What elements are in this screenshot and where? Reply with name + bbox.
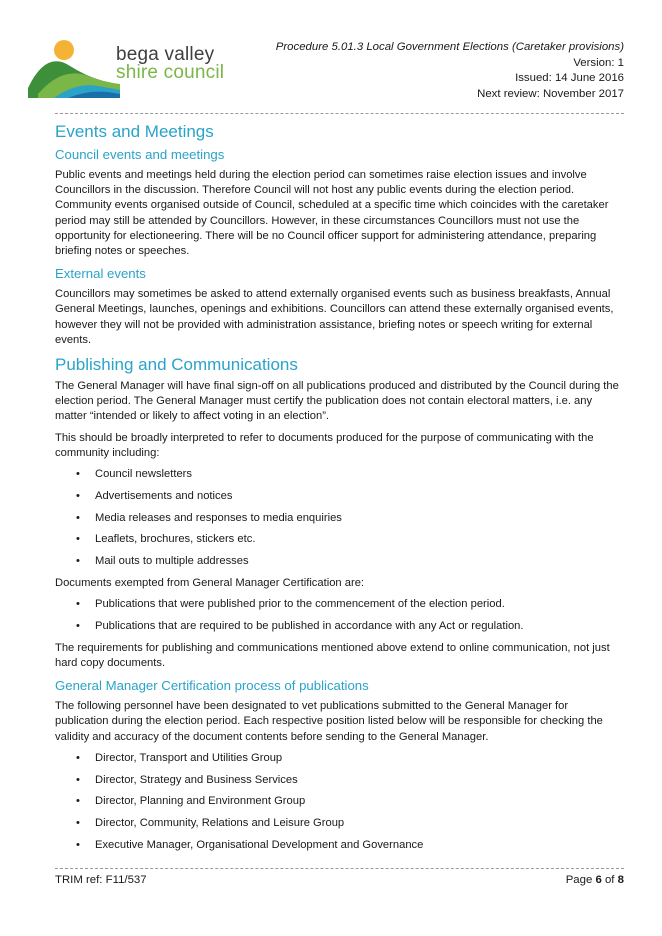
bullet: • <box>76 598 80 611</box>
logo-text-line2: shire council <box>116 62 225 83</box>
page-number: Page 6 of 8 <box>565 874 624 886</box>
list-item: • Executive Manager, Organisational Development and Governance <box>55 838 624 853</box>
subheading-certification: General Manager Certification process of publications <box>55 678 369 694</box>
paragraph-council-events: Public events and meetings held during the election period can sometimes raise election issues and involve Councillors in the discussion. Therefore Council will not host any public events during the election period. Community events organised outside of Council, scheduled at a specific time which coincides with the caretaker period may still be attended by Councillors. However, in these circumstances Councillors must not use the opportunity for electioneering. There will be no Council officer support for administering attendance, preparing briefing notes or speeches. <box>55 169 609 258</box>
current-page: 6 <box>595 874 602 886</box>
exempted-documents-list <box>55 597 624 634</box>
section-heading-publishing: Publishing and Communications <box>55 355 298 375</box>
main-content <box>55 121 624 860</box>
paragraph-publishing-3: Documents exempted from General Manager Certification are: <box>55 577 365 590</box>
bullet: • <box>76 620 80 633</box>
issued-date: Issued: 14 June 2016 <box>515 72 624 84</box>
bullet: • <box>76 839 80 852</box>
trim-reference: TRIM ref: F11/537 <box>55 874 147 886</box>
paragraph-publishing-2: This should be broadly interpreted to refer to documents produced for the purpose of communicating with the community including: <box>55 431 594 459</box>
bullet: • <box>76 795 80 808</box>
total-pages: 8 <box>617 874 624 886</box>
list-item: • Director, Community, Relations and Leisure Group <box>55 816 624 831</box>
list-item: • Publications that are required to be published in accordance with any Act or regulation. <box>55 619 624 634</box>
list-item: • Mail outs to multiple addresses <box>55 554 624 569</box>
communication-types-list <box>55 467 624 569</box>
subheading-external-events: External events <box>55 266 146 282</box>
list-item: • Leaflets, brochures, stickers etc. <box>55 532 624 547</box>
list-item: • Council newsletters <box>55 467 624 482</box>
bullet: • <box>76 555 80 568</box>
council-logo <box>28 24 248 104</box>
bullet: • <box>76 773 80 786</box>
footer-divider <box>55 868 624 869</box>
section-heading-events: Events and Meetings <box>55 122 214 141</box>
list-item: • Director, Strategy and Business Services <box>55 773 624 788</box>
paragraph-publishing-1: The General Manager will have final sign-off on all publications produced and distributed by the Council during the election period. The General Manager must certify the publication does not contain electoral matters, i.e. any matter “intended or likely to affect voting in an election”. <box>55 380 619 423</box>
paragraph-publishing-5: The following personnel have been designated to vet publications submitted to the General Manager for publication during the election period. Each respective position listed below will be responsible for checking the validity and accuracy of the document contents before sending to the General Manager. <box>55 700 603 743</box>
bullet: • <box>76 817 80 830</box>
document-meta <box>276 40 624 102</box>
bullet: • <box>76 751 80 764</box>
bullet: • <box>76 489 80 502</box>
paragraph-publishing-4: The requirements for publishing and communications mentioned above extend to online communication, not just hard copy documents. <box>55 641 610 670</box>
list-item: • Director, Transport and Utilities Group <box>55 751 624 766</box>
header-divider <box>55 113 624 114</box>
list-item: • Director, Planning and Environment Group <box>55 794 624 809</box>
list-item: • Media releases and responses to media enquiries <box>55 511 624 526</box>
logo-text-line1: bega valley <box>116 44 215 65</box>
bullet: • <box>76 533 80 546</box>
bullet: • <box>76 468 80 481</box>
vetting-personnel-list <box>55 751 624 853</box>
bullet: • <box>76 511 80 524</box>
procedure-title: Procedure 5.01.3 Local Government Elections (Caretaker provisions) <box>275 41 624 53</box>
list-item: • Publications that were published prior to the commencement of the election period. <box>55 597 624 612</box>
subheading-council-events: Council events and meetings <box>55 147 225 162</box>
list-item: • Advertisements and notices <box>55 489 624 504</box>
paragraph-external-events: Councillors may sometimes be asked to attend externally organised events such as business breakfasts, Annual General Meetings, launches, openings and exhibitions. Councillors can attend these externally organised events, however they will not be provided with administration assistance, briefing notes or speech writing for external events. <box>55 288 614 346</box>
next-review: Next review: November 2017 <box>477 87 624 100</box>
version: Version: 1 <box>573 56 624 69</box>
hills-logo-icon <box>28 36 120 98</box>
